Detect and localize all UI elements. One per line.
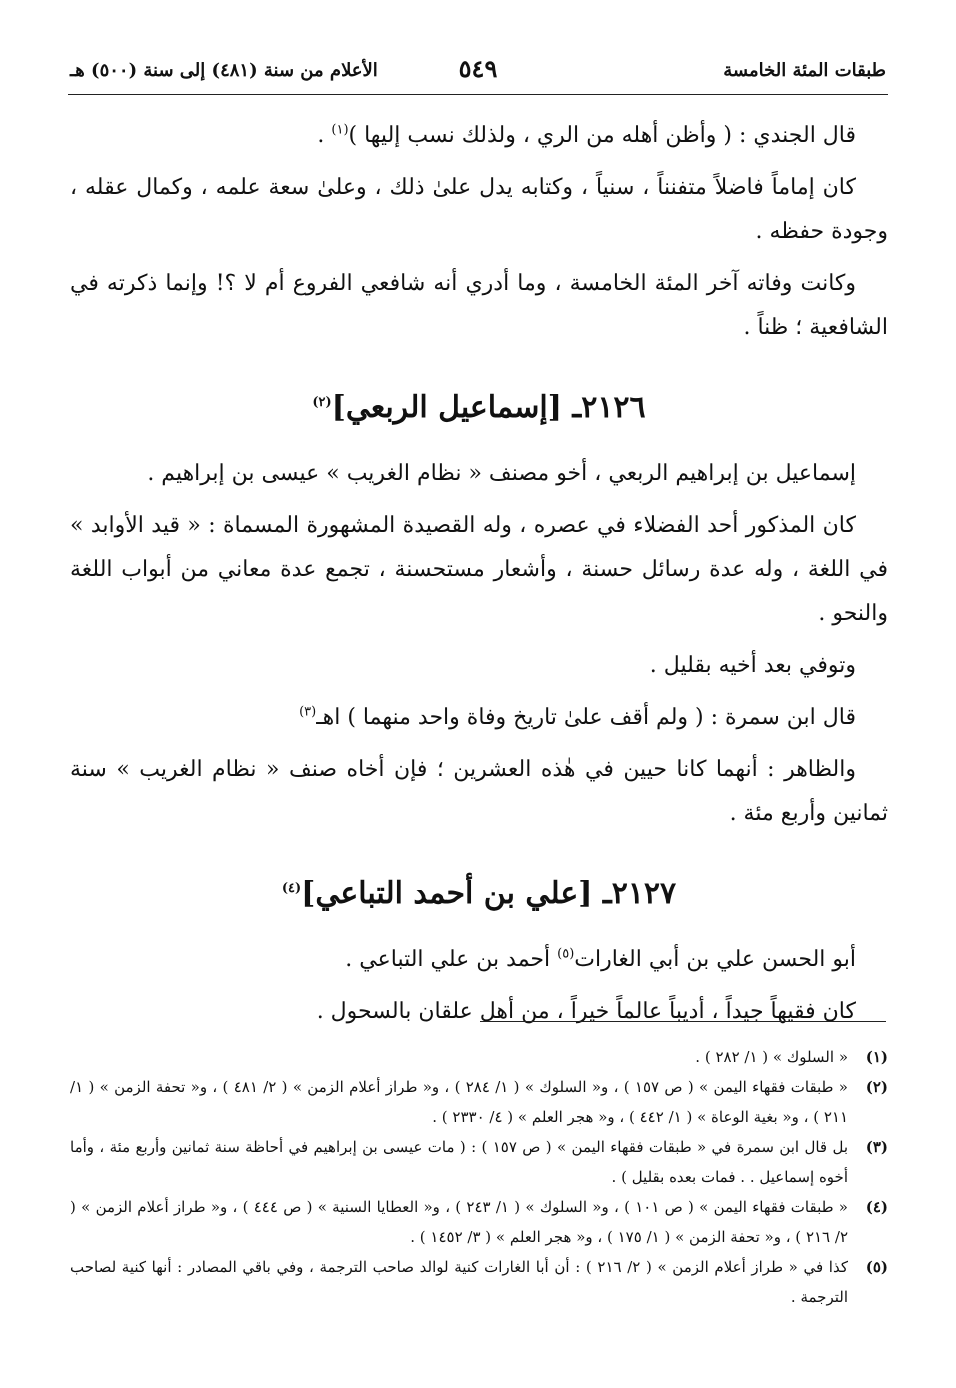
footnote-text: كذا في « طراز أعلام الزمن » ( ٢/ ٢١٦ ) : أن أبا الغارات كنية لوالد صاحب الترجمة ، وفي باقي المصادر : أنها كنية لصاحب الترجمة . — [70, 1258, 848, 1306]
footnote-number: (٢) — [865, 1078, 888, 1096]
page-number: ٥٤٩ — [458, 54, 498, 83]
footnote — [70, 1192, 888, 1252]
footnote-number: (٣) — [865, 1138, 888, 1156]
footnote-ref[interactable]: (٤) — [281, 881, 302, 896]
header-divider — [68, 94, 888, 95]
footnotes — [70, 1042, 888, 1312]
footnote-number: (١) — [865, 1048, 888, 1066]
footnote-number: (٥) — [865, 1258, 888, 1276]
footnote-divider — [480, 1021, 886, 1022]
paragraph: وتوفي بعد أخيه بقليل . — [649, 653, 856, 678]
entry-title: ٢١٢٦ـ [إسماعيل الربعي]$^{(٢)}$ — [312, 390, 646, 425]
footnote-ref[interactable]: (٣) — [299, 704, 317, 720]
footnote-number: (٤) — [865, 1198, 888, 1216]
footnote — [70, 1132, 888, 1192]
footnote-text: « طبقات فقهاء اليمن » ( ص ١٠١ ) ، و« السلوك » ( ١/ ٢٤٣ ) ، و« العطايا السنية » ( ص ٤٤٤ ) ، و« طراز أعلام الزمن » ( ٢/ ٢١٦ ) ، و« تحفة الزمن » ( ١/ ١٧٥ ) ، و« هجر العلم » ( ٣/ ١٤٥٢ ) . — [70, 1198, 848, 1246]
running-header — [70, 52, 886, 88]
paragraph: كان فقيهاً جيداً ، أديباً عالماً خيراً ، من أهل علقان بالسحول . — [316, 999, 856, 1024]
footnote-text: « السلوك » ( ١/ ٢٨٢ ) . — [695, 1048, 848, 1066]
header-section-title: طبقات المئة الخامسة — [723, 60, 886, 81]
footnote — [70, 1042, 888, 1072]
header-range-title: الأعلام من سنة (٤٨١) إلى سنة (٥٠٠) هـ — [70, 60, 378, 81]
paragraph: والظاهر : أنهما كانا حيين في هٰذه العشرين ؛ فإن أخاه صنف « نظام الغريب » سنة ثمانين وأربع مئة . — [70, 757, 888, 826]
footnote-text: بل قال ابن سمرة في « طبقات فقهاء اليمن » ( ص ١٥٧ ) : ( مات عيسى بن إبراهيم في أحاظة سنة ثمانين وأربع مئة ، وأما أخوه إسماعيل . . فمات بعده بقليل ) . — [70, 1138, 849, 1186]
footnote-ref[interactable]: (١) — [331, 122, 349, 138]
footnote-ref[interactable]: (٢) — [312, 395, 332, 410]
paragraph: كان المذكور أحد الفضلاء في عصره ، وله القصيدة المشهورة المسماة : « قيد الأوابد » في اللغة ، وله عدة رسائل حسنة ، وأشعار مستحسنة ، تجمع عدة معاني من أبواب اللغة والنحو . — [70, 513, 888, 626]
paragraph: قال ابن سمرة : ( ولم أقف علىٰ تاريخ وفاة واحد منهما ) اهـ$^{(٣)}$ — [299, 704, 856, 730]
paragraph: كان إماماً فاضلاً متفنناً ، سنياً ، وكتابه يدل علىٰ ذلك ، وعلىٰ سعة علمه ، وكمال عقله ، وجودة حفظه . — [70, 175, 888, 244]
main-text — [70, 114, 888, 1034]
footnote-ref[interactable]: (٥) — [557, 946, 575, 962]
paragraph: أبو الحسن علي بن أبي الغارات$^{(٥)}$ أحمد بن علي التباعي . — [345, 946, 856, 972]
footnote — [70, 1072, 888, 1132]
footnote — [70, 1252, 888, 1312]
paragraph: قال الجندي : ( وأظن أهله من الري ، ولذلك نسب إليها )$^{(١)}$ . — [317, 122, 856, 148]
footnote-text: « طبقات فقهاء اليمن » ( ص ١٥٧ ) ، و« السلوك » ( ١/ ٢٨٤ ) ، و« طراز أعلام الزمن » ( ٢/ ٤٨١ ) ، و« تحفة الزمن » ( ١/ ٢١١ ) ، و« بغية الوعاة » ( ١/ ٤٤٢ ) ، و« هجر العلم » ( ٤/ ٢٣٣٠ ) . — [70, 1078, 848, 1126]
entry-title: ٢١٢٧ـ [علي بن أحمد التباعي]$^{(٤)}$ — [281, 876, 677, 911]
paragraph: وكانت وفاته آخر المئة الخامسة ، وما أدري أنه شافعي الفروع أم لا ؟! وإنما ذكرته في الشافعية ؛ ظناً . — [70, 271, 888, 340]
paragraph: إسماعيل بن إبراهيم الربعي ، أخو مصنف « نظام الغريب » عيسى بن إبراهيم . — [147, 461, 856, 486]
